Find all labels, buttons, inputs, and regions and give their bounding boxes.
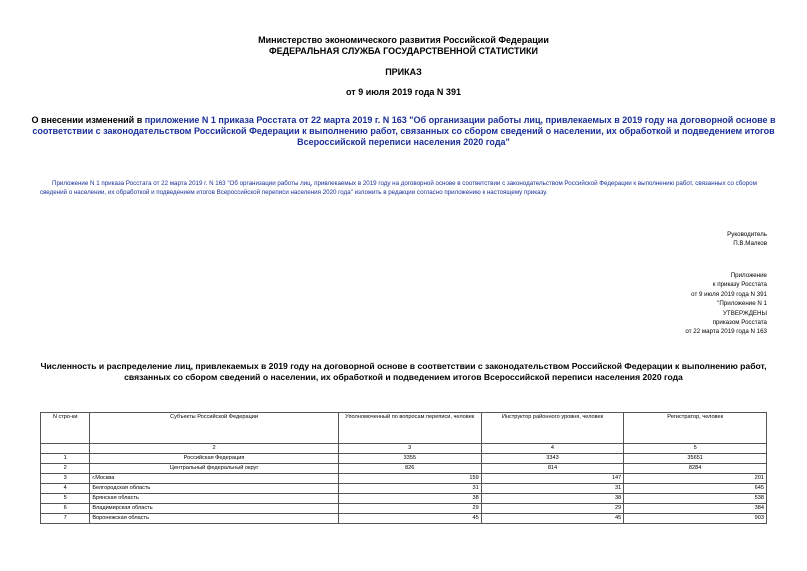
row-registrar: 384 xyxy=(624,504,767,514)
table-row xyxy=(41,504,767,514)
header-instructor: Инструктор районного уровня, человек xyxy=(481,413,624,444)
table-header-row xyxy=(41,413,767,444)
header-authorized: Уполномоченный по вопросам переписи, человек xyxy=(338,413,481,444)
service-name: ФЕДЕРАЛЬНАЯ СЛУЖБА ГОСУДАРСТВЕННОЙ СТАТИСТИКИ xyxy=(269,46,538,56)
appendix-line: от 22 марта 2019 года N 163 xyxy=(685,328,767,336)
row-instructor: 45 xyxy=(481,514,624,524)
row-instructor: 814 xyxy=(481,464,624,474)
row-registrar: 35651 xyxy=(624,454,767,464)
row-number: 2 xyxy=(41,464,90,474)
signature-block xyxy=(727,230,767,249)
row-authorized: 31 xyxy=(338,484,481,494)
document-type: ПРИКАЗ xyxy=(385,67,422,77)
row-instructor: 38 xyxy=(481,494,624,504)
order-body-text[interactable]: Приложение N 1 приказа Росстата от 22 марта 2019 г. N 163 "Об организации работы лиц, привлекаемых в 2019 году на договорной основе в соответствии с законодательством Российской Федерации к выполнению работ, связанных со сбором сведений о населении, их обработкой и подведением итогов Всероссийской переписи населения 2020 года" изложить в редакции согласно приложению к настоящему приказу. xyxy=(40,180,757,196)
table-row xyxy=(41,464,767,474)
column-index-row xyxy=(41,444,767,454)
header-registrar: Регистратор, человек xyxy=(624,413,767,444)
appendix-line: "Приложение N 1 xyxy=(717,300,767,308)
title-prefix: О внесении изменений в xyxy=(31,115,145,125)
row-subject: Брянская область xyxy=(90,494,338,504)
row-instructor: 29 xyxy=(481,504,624,514)
appendix-line: Приложение xyxy=(730,272,767,279)
row-authorized: 159 xyxy=(338,474,481,484)
table-cell xyxy=(41,444,90,454)
appendix-block xyxy=(685,271,767,337)
row-registrar: 8284 xyxy=(624,464,767,474)
table-row xyxy=(41,474,767,484)
appendix-line: приказом Росстата xyxy=(712,319,767,327)
document-title xyxy=(18,115,789,148)
table-cell: 2 xyxy=(90,444,338,454)
row-subject: Владимирская область xyxy=(90,504,338,514)
row-authorized: 45 xyxy=(338,514,481,524)
row-authorized: 826 xyxy=(338,464,481,474)
row-registrar: 645 xyxy=(624,484,767,494)
document-date: от 9 июля 2019 года N 391 xyxy=(346,87,461,97)
row-number: 5 xyxy=(41,494,90,504)
row-instructor: 147 xyxy=(481,474,624,484)
appendix-line: УТВЕРЖДЕНЫ xyxy=(723,309,767,317)
row-subject: Белгородская область xyxy=(90,484,338,494)
row-number: 6 xyxy=(41,504,90,514)
row-registrar: 538 xyxy=(624,494,767,504)
table-cell: 5 xyxy=(624,444,767,454)
row-number: 7 xyxy=(41,514,90,524)
ministry-name: Министерство экономического развития Российской Федерации xyxy=(258,35,549,45)
header-num: N стро-ки xyxy=(41,413,90,444)
header-subject: Субъекты Российской Федерации xyxy=(90,413,338,444)
signature-name: П.В.Малков xyxy=(733,240,767,248)
row-subject: г.Москва xyxy=(90,474,338,484)
row-number: 4 xyxy=(41,484,90,494)
row-subject: Воронежская область xyxy=(90,514,338,524)
row-number: 3 xyxy=(41,474,90,484)
table-row xyxy=(41,494,767,504)
table-row xyxy=(41,514,767,524)
table-title: Численность и распределение лиц, привлекаемых в 2019 году на договорной основе в соответствии с законодательством Российской Федерации к выполнению работ, связанных со сбором сведений о населении, их обработкой и подведением итогов Всероссийской переписи населения 2020 года xyxy=(40,361,767,382)
row-authorized: 38 xyxy=(338,494,481,504)
row-authorized: 3355 xyxy=(338,454,481,464)
appendix-line: от 9 июля 2019 года N 391 xyxy=(691,290,767,298)
table-row xyxy=(41,454,767,464)
census-staff-table xyxy=(40,412,767,524)
row-authorized: 29 xyxy=(338,504,481,514)
row-instructor: 31 xyxy=(481,484,624,494)
table-cell: 4 xyxy=(481,444,624,454)
table-cell: 3 xyxy=(338,444,481,454)
row-registrar: 201 xyxy=(624,474,767,484)
row-number: 1 xyxy=(41,454,90,464)
row-subject: Российская Федерация xyxy=(90,454,338,464)
table-row xyxy=(41,484,767,494)
appendix-line: к приказу Росстата xyxy=(712,281,767,289)
row-instructor: 3343 xyxy=(481,454,624,464)
document-header xyxy=(0,35,807,57)
row-subject: Центральный федеральный округ xyxy=(90,464,338,474)
title-link[interactable]: приложение N 1 приказа Росстата от 22 марта 2019 г. N 163 "Об организации работы лиц, привлекаемых в 2019 году на договорной основе в соответствии с законодательством Российской Федерации к выполнению работ, связанных со сбором сведений о населении, их обработкой и подведением итогов Всероссийской переписи населения 2020 года" xyxy=(32,115,776,147)
row-registrar: 903 xyxy=(624,514,767,524)
signature-role: Руководитель xyxy=(727,231,767,238)
